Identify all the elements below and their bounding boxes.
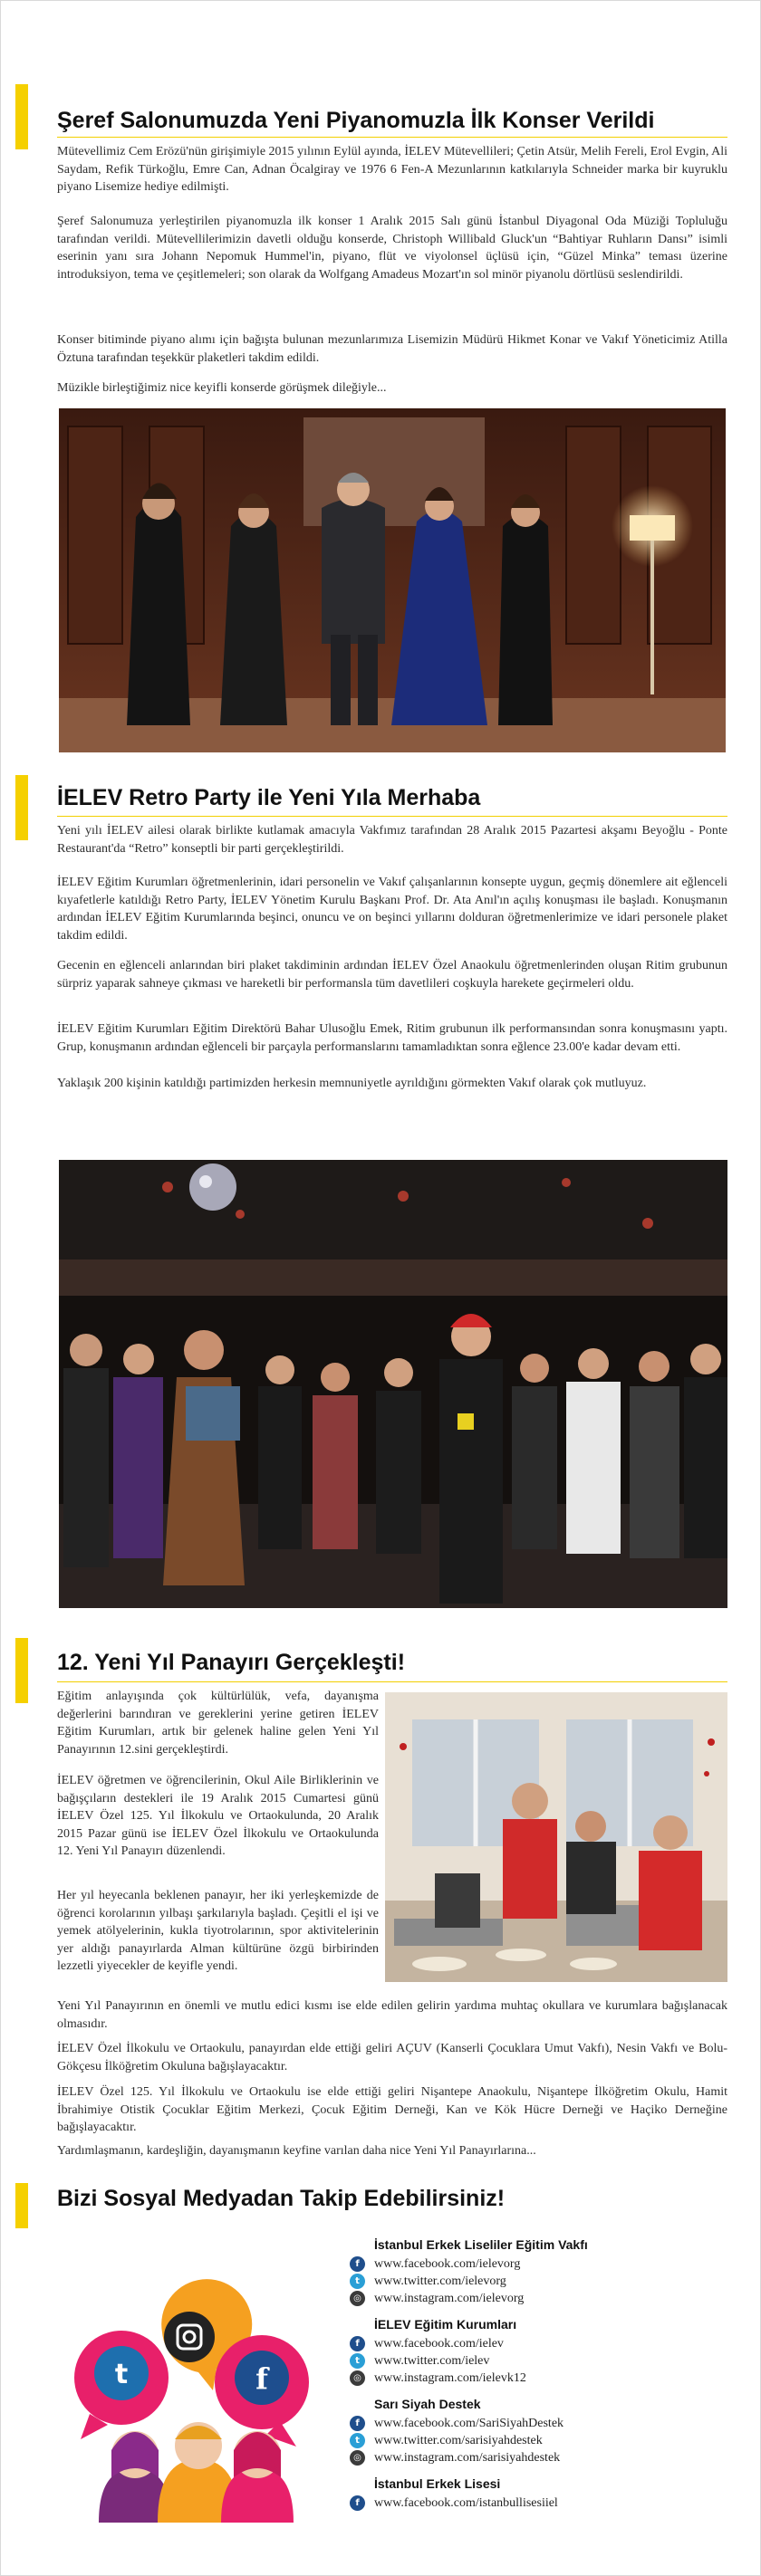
social-link[interactable] xyxy=(350,2273,588,2290)
facebook-icon: f xyxy=(255,2361,268,2396)
retro-paragraph-1: Yeni yılı İELEV ailesi olarak birlikte kutlamak amacıyla Vakfımız tarafından 28 Aralık 2015 Pazartesi akşamı Beyoğlu - Ponte Restaurant'da “Retro” konseptli bir parti gerçekleştirildi. xyxy=(57,824,727,856)
social-link[interactable] xyxy=(350,2432,564,2449)
social-link[interactable] xyxy=(350,2335,526,2352)
social-group-title: İstanbul Erkek Liseliler Eğitim Vakfı xyxy=(374,2237,588,2252)
twitter-icon: t xyxy=(350,2433,365,2448)
social-link-text[interactable]: www.twitter.com/ielevorg xyxy=(374,2274,506,2288)
retro-party-photo xyxy=(59,1160,727,1608)
social-media-illustration xyxy=(72,2269,316,2523)
social-link-text[interactable]: www.facebook.com/istanbullisesiiel xyxy=(374,2495,558,2510)
fair-paragraph-3: Her yıl heyecanla beklenen panayır, her iki yerleşkemizde de öğrenci korolarının yılbaşı şarkılarıyla başladı. Çeşitli el işi ve yemek atölyelerinin, kukla tiyotrolarının, spor aktivitelerinin yer aldığı panayırlarda Alman kültürüne özgü birbirinden lezzetli yiyecekler de keyifle yendi. xyxy=(57,1889,379,1973)
section-accent-bar xyxy=(15,84,28,149)
instagram-icon: ◎ xyxy=(350,2370,365,2386)
section-divider xyxy=(57,1681,727,1682)
social-group xyxy=(350,2476,558,2512)
social-link[interactable] xyxy=(350,2495,558,2512)
instagram-icon: ◎ xyxy=(350,2291,365,2306)
social-link[interactable] xyxy=(350,2290,588,2307)
social-title: Bizi Sosyal Medyadan Takip Edebilirsiniz! xyxy=(57,2186,506,2211)
retro-title: İELEV Retro Party ile Yeni Yıla Merhaba xyxy=(57,785,481,810)
section-divider xyxy=(57,137,727,138)
social-link[interactable] xyxy=(350,2370,526,2387)
twitter-icon: t xyxy=(114,2359,129,2390)
section-accent-bar xyxy=(15,1638,28,1703)
section-accent-bar xyxy=(15,2183,28,2228)
twitter-icon: t xyxy=(350,2353,365,2369)
concert-title: Şeref Salonumuzda Yeni Piyanomuzla İlk Konser Verildi xyxy=(57,108,655,133)
fair-photo xyxy=(385,1692,727,1982)
fair-paragraph-2: İELEV öğretmen ve öğrencilerinin, Okul Aile Birliklerinin ve bağışçıların destekleri ile 19 Aralık 2015 Cumartesi günü İELEV Özel 125. Yıl İlkokulu ve Ortaokulunda, 20 Aralık 2015 Pazar günü ise İELEV Özel İlkokulu ve Ortaokulunda 12. Yeni Yıl Panayırı düzenlendi. xyxy=(57,1774,379,1858)
social-link[interactable] xyxy=(350,2415,564,2432)
retro-paragraph-4: İELEV Eğitim Kurumları Eğitim Direktörü Bahar Ulusoğlu Emek, Ritim grubunun ilk performansından sonra konuşmasını yaptı. Grup, konuşmanın ardından eğlenceli bir parçayla performanslarını tamamladıktan sonra eğlence 23.00'e kadar devam etti. xyxy=(57,1022,727,1054)
fair-paragraph-5: İELEV Özel İlkokulu ve Ortaokulu, panayırdan elde ettiği geliri AÇUV (Kanserli Çocuklara Umut Vakfı), Nesin Vakfı ve Bolu-Gökçesu İlköğretim Okuluna bağışlayacaktır. xyxy=(57,2042,727,2073)
section-divider xyxy=(57,816,727,817)
social-link-text[interactable]: www.facebook.com/ielevorg xyxy=(374,2256,521,2271)
instagram-icon: ◎ xyxy=(350,2450,365,2466)
social-group xyxy=(350,2317,526,2387)
social-link[interactable] xyxy=(350,2352,526,2370)
social-link-text[interactable]: www.facebook.com/ielev xyxy=(374,2336,504,2351)
social-link-text[interactable]: www.instagram.com/sarisiyahdestek xyxy=(374,2450,561,2465)
retro-paragraph-5: Yaklaşık 200 kişinin katıldığı partimizden herkesin memnuniyetle ayrıldığını görmekten Vakıf olarak çok mutluyuz. xyxy=(57,1077,647,1090)
concert-paragraph-4: Müzikle birleştiğimiz nice keyifli konserde görüşmek dileğiyle... xyxy=(57,381,387,395)
social-group-title: İstanbul Erkek Lisesi xyxy=(374,2476,501,2491)
concert-photo xyxy=(59,408,726,752)
concert-paragraph-3: Konser bitiminde piyano alımı için bağışta bulunan mezunlarımıza Lisemizin Müdürü Hikmet Konar ve Vakıf Yöneticimiz Atilla Öztuna tarafından teşekkür plaketleri takdim edildi. xyxy=(57,333,727,365)
retro-paragraph-3: Gecenin en eğlenceli anlarından biri plaket takdiminin ardından İELEV Özel Anaokulu öğretmenlerinden oluşan Ritim grubunun sürpriz yaparak sahneye çıkması ve hareketli bir performansla tüm davetlileri coşkuyla harekete geçirmeleri oldu. xyxy=(57,959,727,991)
social-link-text[interactable]: www.twitter.com/sarisiyahdestek xyxy=(374,2433,543,2447)
social-group-title: İELEV Eğitim Kurumları xyxy=(374,2317,517,2332)
facebook-icon: f xyxy=(350,2416,365,2431)
facebook-icon: f xyxy=(350,2336,365,2351)
social-link-text[interactable]: www.instagram.com/ielevorg xyxy=(374,2291,525,2305)
concert-paragraph-1: Mütevellimiz Cem Erözü'nün girişimiyle 2015 yılının Eylül ayında, İELEV Mütevellileri; Çetin Atsür, Melih Fereli, Erol Evgin, Ali Saydam, Refik Türkoğlu, Emre Can, Adnan Öcalgiray ve 1976 6 Fen-A Mezunlarının katkılarıyla Schneider marka bir kuyruklu piyano Lisemize hediye edilmişti. xyxy=(57,145,727,194)
facebook-icon: f xyxy=(350,2256,365,2272)
fair-paragraph-4: Yeni Yıl Panayırının en önemli ve mutlu edici kısmı ise elde edilen gelirin yardıma muhtaç okullara ve kurumlara bağışlanacak olmasıdır. xyxy=(57,1999,727,2031)
fair-paragraph-7: Yardımlaşmanın, kardeşliğin, dayanışmanın keyfine varılan daha nice Yeni Yıl Panayırlarına... xyxy=(57,2144,536,2158)
social-group xyxy=(350,2397,564,2466)
facebook-icon: f xyxy=(350,2495,365,2511)
twitter-icon: t xyxy=(350,2274,365,2289)
fair-title: 12. Yeni Yıl Panayırı Gerçekleşti! xyxy=(57,1650,406,1675)
fair-paragraph-1: Eğitim anlayışında çok kültürlülük, vefa, dayanışma değerlerini barındıran ve gereklerini yerine getiren İELEV Eğitim Kurumları, artık bir gelenek haline gelen Yeni Yıl Panayırının 12.sini gerçekleştirdi. xyxy=(57,1690,379,1757)
social-group xyxy=(350,2237,588,2307)
social-link-text[interactable]: www.instagram.com/ielevk12 xyxy=(374,2370,526,2385)
social-link[interactable] xyxy=(350,2255,588,2273)
section-accent-bar xyxy=(15,775,28,840)
concert-paragraph-2: Şeref Salonumuza yerleştirilen piyanomuzla ilk konser 1 Aralık 2015 Salı günü İstanbul Diyagonal Oda Müziği Topluluğu tarafından verildi. Mütevellilerimizin davetli olduğu konserde, Christoph Willibald Gluck'un “Bahtiyar Ruhların Dansı” isimli eserinin yanı sıra Johann Nepomuk Hummel'in, piyano, flüt ve viyolonsel üçlüsü için, “Güzel Minka” teması üzerine introduksiyon, tema ve çeşitlemeleri; son olarak da Wolfgang Amadeus Mozart'ın sol minör piyanolu dörtlüsü seslendirildi. xyxy=(57,215,727,282)
retro-paragraph-2: İELEV Eğitim Kurumları öğretmenlerinin, idari personelin ve Vakıf çalışanlarının konsepte uygun, geçmiş dönemlere ait eğlenceli kıyafetlerle katıldığı Retro Party, İELEV Yönetim Kurulu Başkanı Prof. Dr. Ata Anıl'ın açılış konuşması ile başladı. Konuşmanın ardından İELEV Eğitim Kurumlarında beşinci, onuncu ve on beşinci yıllarını dolduran öğretmenlerimize ve idari personele plaket takdim edildi. xyxy=(57,876,727,943)
social-group-title: Sarı Siyah Destek xyxy=(374,2397,481,2411)
social-link[interactable] xyxy=(350,2449,564,2466)
fair-paragraph-6: İELEV Özel 125. Yıl İlkokulu ve Ortaokulu ise elde ettiği geliri Nişantepe Anaokulu, Nişantepe İlköğretim Okulu, Hamit İbrahimiye Otistik Çocuklar Eğitim Merkezi, Çocuk Eğitim Derneği, Kan ve Kök Hücre Derneği ve Haçiko Derneğine bağışlayacaktır. xyxy=(57,2085,727,2134)
social-link-text[interactable]: www.facebook.com/SariSiyahDestek xyxy=(374,2416,564,2430)
social-link-text[interactable]: www.twitter.com/ielev xyxy=(374,2353,490,2368)
